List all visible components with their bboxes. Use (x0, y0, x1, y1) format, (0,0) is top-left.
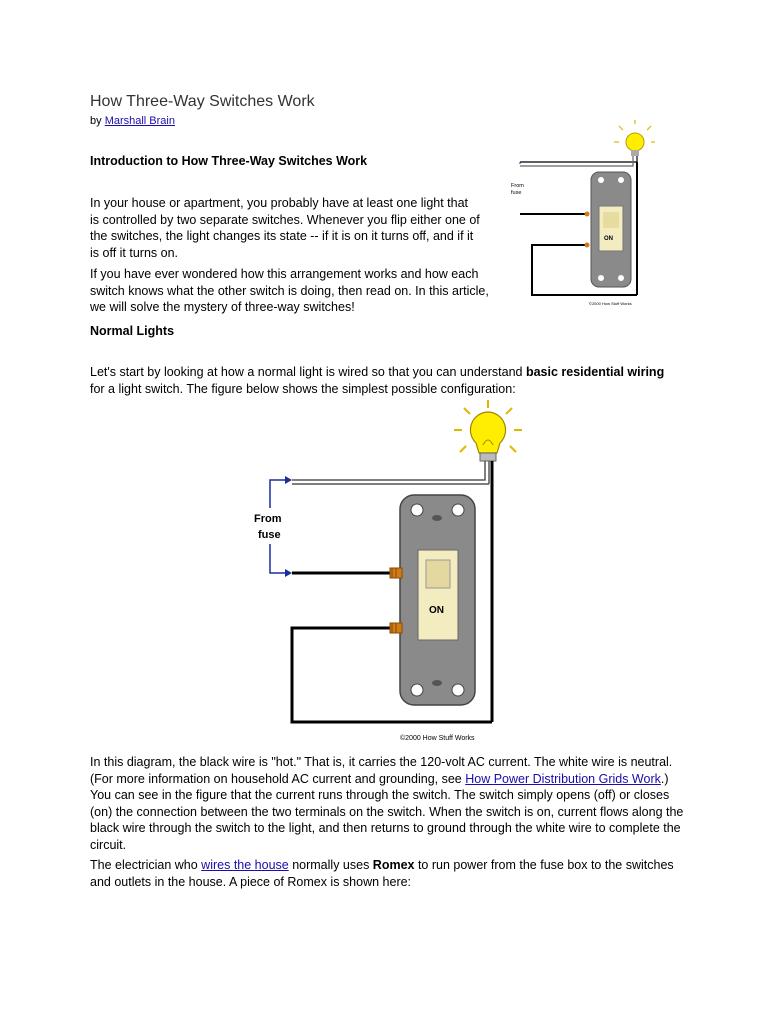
p3-text-c: for a light switch. The figure below shows the simplest possible configuration: (90, 381, 516, 396)
wires-house-link[interactable]: wires the house (201, 858, 289, 872)
fuse-label: fuse (258, 529, 281, 541)
intro-heading: Introduction to How Three-Way Switches Work (90, 154, 368, 168)
romex-paragraph (90, 857, 680, 890)
power-grids-link[interactable]: How Power Distribution Grids Work (465, 771, 661, 786)
p3-text-a: Let's start by looking at how a normal light is wired so that you can understand (90, 365, 526, 379)
intro-paragraph-2: If you have ever wondered how this arrangement works and how each switch knows what the other switch is doing, then read on. In this article, we will solve the mystery of three-way switches! (90, 267, 489, 314)
light-bulb-icon (470, 412, 505, 453)
diagram-copyright: ©2000 How Stuff Works (400, 735, 475, 742)
p5-text-c: to run power from the fuse box to the switches and outlets in the house. A piece of Romex is shown here: (90, 858, 674, 889)
p4-text-a: In this diagram, the black wire is "hot." That is, it carries the 120-volt AC current. The white wire is neutral. (For more information on household AC current and grounding, see (90, 755, 673, 786)
author-link[interactable]: Marshall Brain (104, 115, 175, 127)
byline (90, 115, 175, 127)
romex-bold: Romex (372, 858, 415, 872)
p3-bold: basic residential wiring (525, 365, 665, 379)
switch-wiring-diagram (240, 400, 540, 745)
diagram-explanation (90, 754, 690, 853)
small-bulb-icon (626, 133, 644, 151)
p5-text-a: The electrician who (90, 858, 202, 872)
small-on-label: ON (604, 236, 613, 242)
byline-prefix: by (90, 115, 102, 127)
small-switch-diagram (505, 120, 655, 310)
p5-text-b: normally uses (288, 858, 373, 872)
on-label: ON (429, 605, 444, 616)
small-from-label: From (511, 183, 524, 189)
page-title: How Three-Way Switches Work (90, 93, 315, 110)
p4-text-b: .) You can see in the figure that the current runs through the switch. The switch simply opens (off) or closes (on) the connection between the two terminals on the switch. When the switch is on, current flows along the black wire through the switch to the light, and then returns to ground through the white wire to complete the circuit. (90, 771, 684, 852)
from-label: From (254, 513, 282, 525)
small-fuse-label: fuse (511, 190, 522, 196)
small-copyright: ©2000 How Stuff Works (589, 301, 632, 306)
intro-paragraph-1: In your house or apartment, you probably have at least one light that is controlled by two separate switches. Whenever you flip either one of the switches, the light changes its state -- if it is on it turns off, and if it is off it turns on. (90, 196, 480, 260)
normal-lights-heading: Normal Lights (90, 324, 175, 338)
normal-paragraph-1 (90, 364, 670, 397)
